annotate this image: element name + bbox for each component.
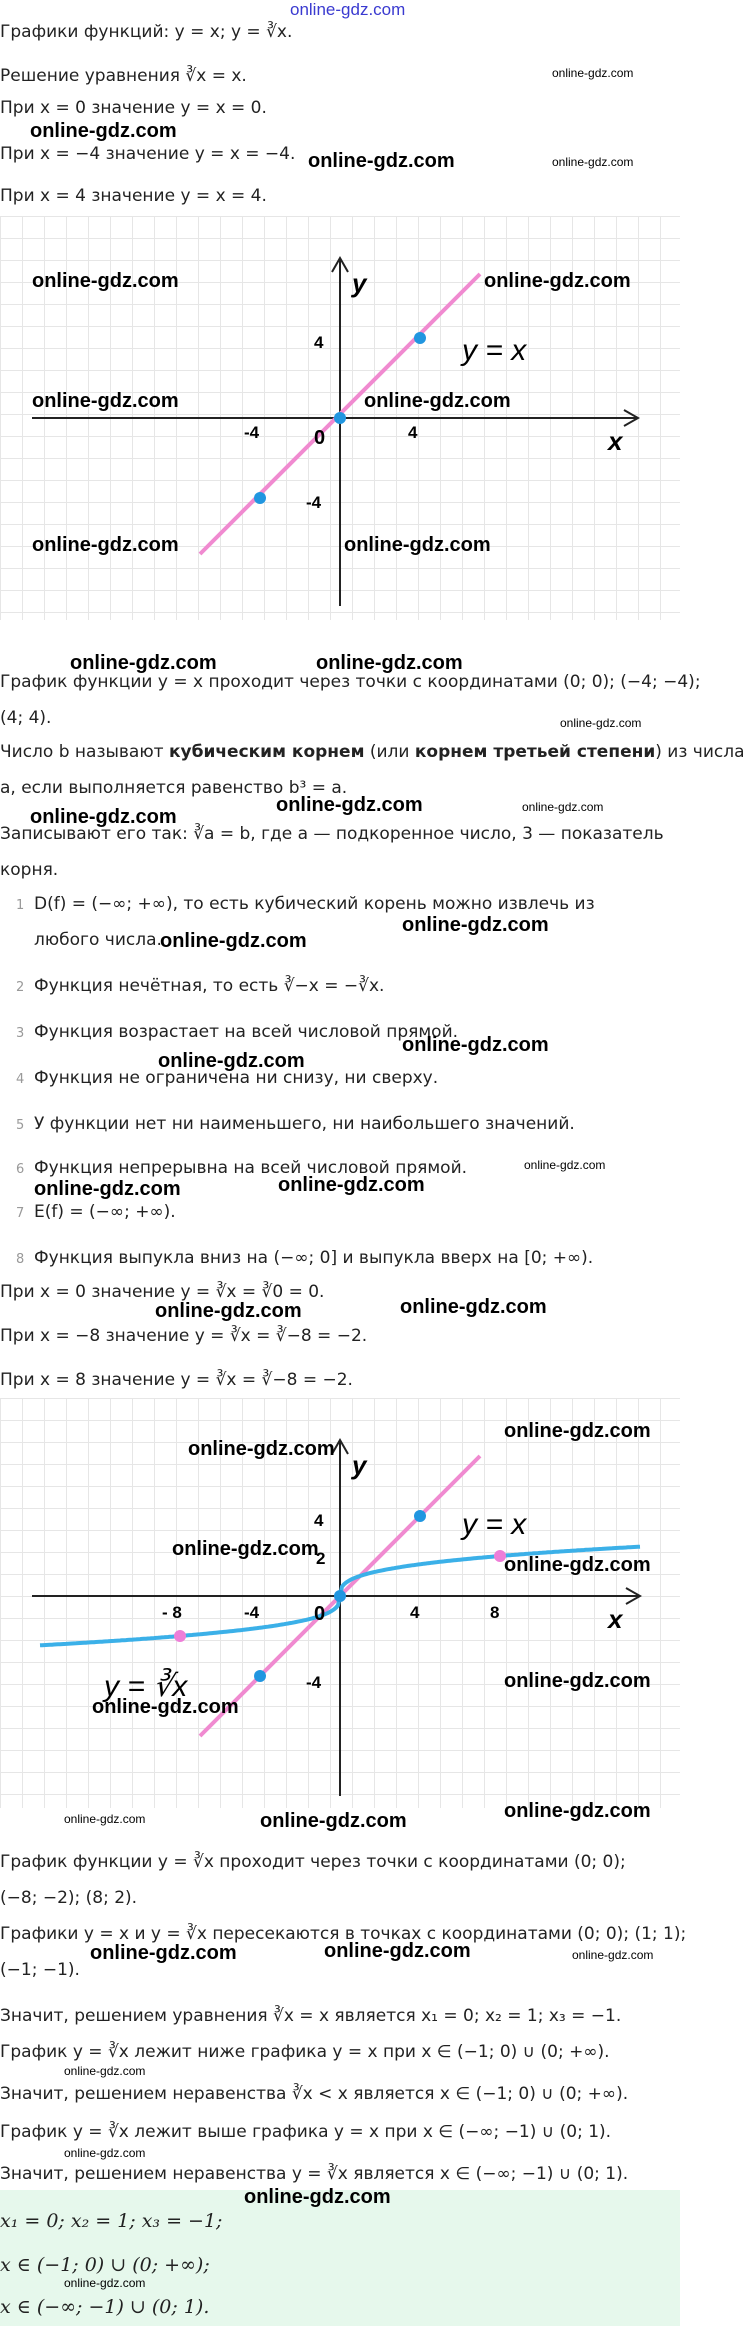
watermark: online-gdz.com	[552, 155, 634, 169]
list-item: У функции нет ни наименьшего, ни наибольшего значений.	[34, 1114, 575, 1134]
text-line: Графики функций: y = x; y = ∛x.	[0, 22, 293, 42]
watermark: online-gdz.com	[160, 930, 307, 952]
watermark: online-gdz.com	[32, 390, 179, 412]
tick-neg4: -4	[244, 423, 260, 442]
watermark: online-gdz.com	[316, 652, 463, 674]
tick-neg8: - 8	[162, 1603, 182, 1622]
text-line: Решение уравнения ∛x = x.	[0, 66, 247, 86]
text-line: При x = 4 значение y = x = 4.	[0, 186, 267, 206]
point-origin	[334, 412, 346, 424]
watermark: online-gdz.com	[172, 1538, 319, 1560]
list-number: 2	[16, 980, 25, 995]
text-line: При x = −4 значение y = x = −4.	[0, 144, 296, 164]
point-4-4	[414, 332, 426, 344]
watermark: online-gdz.com	[484, 270, 631, 292]
list-item-continuation: любого числа.	[34, 930, 162, 950]
text-line: (−1; −1).	[0, 1960, 80, 1980]
watermark: online-gdz.com	[504, 1554, 651, 1576]
watermark: online-gdz.com	[30, 120, 177, 142]
ytick-4: 4	[314, 1511, 324, 1530]
watermark: online-gdz.com	[244, 2186, 391, 2208]
ytick-neg4: -4	[306, 493, 322, 512]
list-item: Функция непрерывна на всей числовой прямой.	[34, 1158, 468, 1178]
text-line: a, если выполняется равенство b³ = a.	[0, 778, 348, 798]
label-root: y = ∛x	[104, 1670, 188, 1703]
watermark: online-gdz.com	[278, 1174, 425, 1196]
y-axis-label: y	[352, 268, 367, 298]
list-number: 1	[16, 898, 25, 913]
answer-line: x ∈ (−1; 0) ∪ (0; +∞);	[0, 2254, 210, 2276]
point-origin	[334, 1590, 346, 1602]
text-line: Значит, решением уравнения ∛x = x является x₁ = 0; x₂ = 1; x₃ = −1.	[0, 2006, 622, 2026]
text-line: При x = 0 значение y = ∛x = ∛0 = 0.	[0, 1282, 325, 1302]
list-number: 8	[16, 1252, 25, 1267]
watermark: online-gdz.com	[276, 794, 423, 816]
watermark: online-gdz.com	[402, 914, 549, 936]
watermark: online-gdz.com	[524, 1158, 606, 1172]
term-cube-root: кубическим корнем	[168, 742, 365, 762]
point-neg4-neg4	[254, 1670, 266, 1682]
text-line: График y = ∛x лежит ниже графика y = x при x ∈ (−1; 0) ∪ (0; +∞).	[0, 2042, 610, 2062]
answer-line: x₁ = 0; x₂ = 1; x₃ = −1;	[0, 2210, 223, 2232]
watermark: online-gdz.com	[158, 1050, 305, 1072]
text-line: (4; 4).	[0, 708, 52, 728]
watermark: online-gdz.com	[344, 534, 491, 556]
answer-box	[0, 2190, 680, 2326]
watermark: online-gdz.com	[308, 150, 455, 172]
label-line: y = x	[462, 1508, 527, 1541]
list-number: 7	[16, 1206, 25, 1221]
watermark: online-gdz.com	[400, 1296, 547, 1318]
watermark: online-gdz.com	[504, 1670, 651, 1692]
text-line: (−8; −2); (8; 2).	[0, 1888, 138, 1908]
point-neg8-neg2	[174, 1630, 186, 1642]
origin-label: 0	[314, 1603, 326, 1625]
watermark: online-gdz.com	[64, 2064, 146, 2078]
watermark: online-gdz.com	[188, 1438, 335, 1460]
watermark: online-gdz.com	[155, 1300, 302, 1322]
text-line: Значит, решением неравенства ∛x < x является x ∈ (−1; 0) ∪ (0; +∞).	[0, 2084, 629, 2104]
text-line: При x = 0 значение y = x = 0.	[0, 98, 267, 118]
tick-pos4: 4	[410, 1603, 420, 1622]
graph2-svg	[0, 1398, 680, 1808]
watermark: online-gdz.com	[64, 2146, 146, 2160]
graph-y-equals-x	[0, 216, 680, 620]
watermark: online-gdz.com	[92, 1696, 239, 1718]
curve-label: y = x	[462, 334, 527, 367]
watermark: online-gdz.com	[34, 1178, 181, 1200]
origin-label: 0	[314, 427, 326, 449]
text-span: (или	[364, 742, 415, 762]
tick-pos8: 8	[490, 1603, 500, 1622]
term-third-degree-root: корнем третьей степени	[414, 742, 656, 762]
watermark: online-gdz.com	[260, 1810, 407, 1832]
watermark: online-gdz.com	[504, 1420, 651, 1442]
list-item: Функция не ограничена ни снизу, ни сверху.	[34, 1068, 439, 1088]
text-span: Число b называют	[0, 742, 169, 762]
watermark: online-gdz.com	[522, 800, 604, 814]
x-axis-label: x	[608, 426, 623, 456]
text-line: Значит, решением неравенства y = ∛x является x ∈ (−∞; −1) ∪ (0; 1).	[0, 2164, 629, 2184]
ytick-neg4: -4	[306, 1673, 322, 1692]
list-number: 5	[16, 1118, 25, 1133]
point-4-4	[414, 1510, 426, 1522]
ytick-pos4: 4	[314, 333, 324, 352]
list-item: Функция выпукла вниз на (−∞; 0] и выпукла вверх на [0; +∞).	[34, 1248, 594, 1268]
ytick-2: 2	[316, 1549, 326, 1568]
text-line: График функции y = ∛x проходит через точки с координатами (0; 0);	[0, 1852, 626, 1872]
list-item: D(f) = (−∞; +∞), то есть кубический корень можно извлечь из	[34, 894, 595, 914]
text-line: График функции y = x проходит через точки с координатами (0; 0); (−4; −4);	[0, 672, 701, 692]
watermark: online-gdz.com	[32, 534, 179, 556]
watermark-top: online-gdz.com	[290, 0, 406, 19]
graph-cube-root	[0, 1398, 680, 1808]
watermark: online-gdz.com	[32, 270, 179, 292]
list-number: 6	[16, 1162, 25, 1177]
watermark: online-gdz.com	[64, 1812, 146, 1826]
list-item: E(f) = (−∞; +∞).	[34, 1202, 176, 1222]
text-line: При x = −8 значение y = ∛x = ∛−8 = −2.	[0, 1326, 368, 1346]
list-item: Функция возрастает на всей числовой прямой.	[34, 1022, 459, 1042]
x-axis-label: x	[608, 1604, 623, 1634]
watermark: online-gdz.com	[64, 2276, 146, 2290]
list-number: 3	[16, 1026, 25, 1041]
text-line: Записывают его так: ∛a = b, где a — подкоренное число, 3 — показатель	[0, 824, 664, 844]
answer-line: x ∈ (−∞; −1) ∪ (0; 1).	[0, 2296, 210, 2318]
watermark: online-gdz.com	[324, 1940, 471, 1962]
text-line: корня.	[0, 860, 59, 880]
list-number: 4	[16, 1072, 25, 1087]
watermark: online-gdz.com	[30, 806, 177, 828]
text-line: Графики y = x и y = ∛x пересекаются в точках с координатами (0; 0); (1; 1);	[0, 1924, 687, 1944]
watermark: online-gdz.com	[70, 652, 217, 674]
watermark: online-gdz.com	[504, 1800, 651, 1822]
watermark: online-gdz.com	[552, 66, 634, 80]
watermark: online-gdz.com	[572, 1948, 654, 1962]
tick-neg4: -4	[244, 1603, 260, 1622]
y-axis-label: y	[352, 1450, 367, 1480]
text-line: График y = ∛x лежит выше графика y = x при x ∈ (−∞; −1) ∪ (0; 1).	[0, 2122, 612, 2142]
watermark: online-gdz.com	[90, 1942, 237, 1964]
definition-line	[0, 742, 745, 762]
point-neg4-neg4	[254, 492, 266, 504]
tick-pos4: 4	[408, 423, 418, 442]
text-line: При x = 8 значение y = ∛x = ∛−8 = −2.	[0, 1370, 353, 1390]
watermark: online-gdz.com	[560, 716, 642, 730]
text-span: ) из числа	[655, 742, 745, 762]
watermark: online-gdz.com	[364, 390, 511, 412]
list-item: Функция нечётная, то есть ∛−x = −∛x.	[34, 976, 385, 996]
watermark: online-gdz.com	[402, 1034, 549, 1056]
